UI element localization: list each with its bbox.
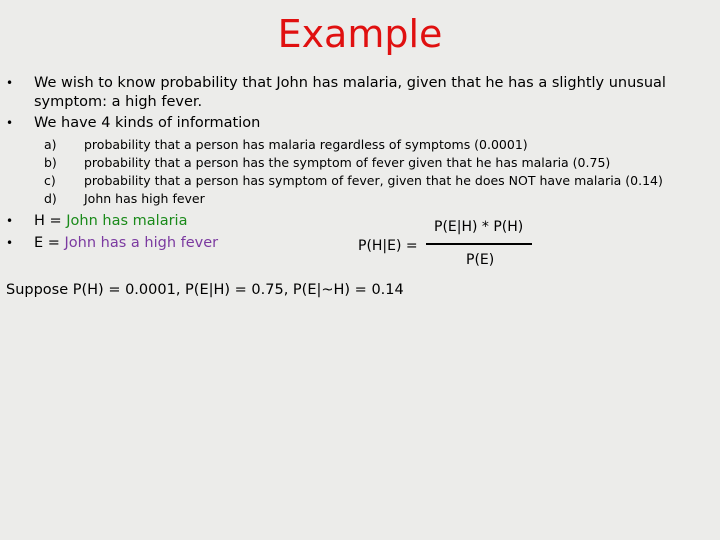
sub-item-letter: d) bbox=[44, 191, 57, 206]
definition-e-text bbox=[34, 234, 218, 253]
sub-item-text: John has high fever bbox=[84, 191, 205, 206]
bullet-dot-icon: • bbox=[6, 116, 14, 130]
bullet-info-kinds-text: We have 4 kinds of information bbox=[34, 115, 261, 131]
definition-h-text bbox=[34, 212, 187, 231]
formula-lhs: P(H|E) = bbox=[358, 238, 418, 254]
bullet-dot-icon: • bbox=[6, 214, 14, 228]
formula-numerator: P(E|H) * P(H) bbox=[434, 219, 524, 235]
definition-h-prefix: H = bbox=[34, 213, 67, 229]
sub-item-c bbox=[44, 172, 663, 190]
sub-item-text: probability that a person has the symptom of fever given that he has malaria (0.75) bbox=[84, 155, 611, 170]
suppose-statement: Suppose P(H) = 0.0001, P(E|H) = 0.75, P(E|~H) = 0.14 bbox=[6, 282, 404, 298]
sub-item-letter: b) bbox=[44, 155, 57, 170]
definition-e-prefix: E = bbox=[34, 235, 65, 251]
sub-item-text: probability that a person has symptom of fever, given that he does NOT have malaria (0.14) bbox=[84, 173, 663, 188]
sub-item-letter: a) bbox=[44, 137, 57, 152]
bullet-dot-icon: • bbox=[6, 236, 14, 250]
definition-h-value: John has malaria bbox=[66, 213, 188, 229]
fraction-bar bbox=[426, 243, 532, 245]
sub-item-letter: c) bbox=[44, 173, 56, 188]
bullet-dot-icon: • bbox=[6, 76, 14, 90]
bullet-goal-line1: We wish to know probability that John has malaria, given that he has a slightly unusual bbox=[34, 75, 666, 91]
sub-item-a bbox=[44, 136, 528, 154]
sub-item-d bbox=[44, 190, 205, 208]
bullet-goal-line2: symptom: a high fever. bbox=[34, 94, 203, 110]
sub-item-text: probability that a person has malaria regardless of symptoms (0.0001) bbox=[84, 137, 528, 152]
slide-title: Example bbox=[277, 12, 443, 56]
formula-denominator: P(E) bbox=[466, 252, 495, 268]
sub-item-b bbox=[44, 154, 610, 172]
definition-e-value: John has a high fever bbox=[64, 235, 219, 251]
